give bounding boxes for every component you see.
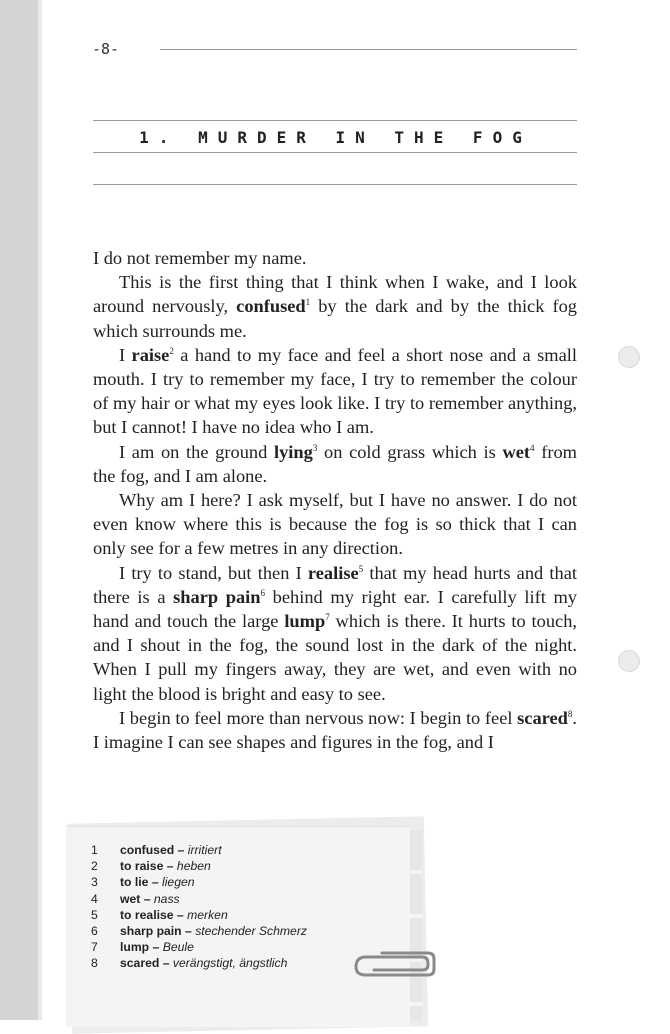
glossary-term: scared xyxy=(120,956,160,971)
page-number: -8- xyxy=(92,40,120,58)
text-run: I try to stand, but then I xyxy=(119,562,308,583)
text-run: from the fog, and I am alone. xyxy=(93,441,577,486)
vocab-word: raise xyxy=(131,344,170,365)
glossary-translation: Beule xyxy=(162,940,194,955)
paragraph xyxy=(93,246,577,270)
vocab-word: lying xyxy=(273,441,313,462)
glossary-entry xyxy=(91,858,411,874)
paragraph xyxy=(93,488,577,561)
page-spine-edge xyxy=(38,0,42,1020)
vocab-word: lump xyxy=(284,611,326,632)
glossary-separator: – xyxy=(173,907,188,922)
vocab-word: confused xyxy=(236,296,306,317)
glossary-entry xyxy=(91,923,411,939)
glossary-term: to lie xyxy=(120,875,149,890)
vocab-word: realise xyxy=(307,562,359,583)
glossary-number: 5 xyxy=(91,907,98,922)
text-run: on cold grass which is xyxy=(317,441,503,462)
glossary-term: sharp pain xyxy=(120,924,182,939)
vocab-word: scared xyxy=(517,707,568,728)
glossary-separator: – xyxy=(149,940,163,955)
text-run: by the dark and by the thick fog which surrounds me. xyxy=(93,296,577,341)
footnote-marker: 6 xyxy=(260,587,266,598)
text-run: I begin to feel more than nervous now: I begin to feel xyxy=(119,707,518,728)
note-torn-edge xyxy=(410,830,422,1020)
glossary-term: lump xyxy=(120,940,150,955)
paragraph xyxy=(93,440,577,488)
header-rule xyxy=(160,49,577,50)
glossary-translation: stechender Schmerz xyxy=(195,924,307,939)
glossary-number: 1 xyxy=(91,843,98,857)
paragraph xyxy=(93,343,577,440)
glossary-separator: – xyxy=(140,891,154,906)
glossary-term: to raise xyxy=(120,859,164,874)
glossary-translation: heben xyxy=(176,859,211,874)
glossary-entry xyxy=(91,907,411,923)
glossary-number: 7 xyxy=(91,940,98,955)
vocab-word: wet xyxy=(502,441,531,462)
paragraph xyxy=(93,706,577,754)
text-run: a hand to my face and feel a short nose and a small mouth. I try to remember my face, I try to remember the colour of my hair or what my eyes look like. I try to remember anything, but I cannot! I have no idea who I am. xyxy=(93,344,577,438)
text-run: Why am I here? I ask myself, but I have no answer. I do not even know where this is because the fog is so thick that I can only see for a few metres in any direction. xyxy=(93,490,577,559)
glossary-number: 2 xyxy=(91,859,98,874)
story-text xyxy=(93,246,577,754)
title-rule-top xyxy=(93,120,577,121)
glossary-number: 8 xyxy=(91,956,98,971)
glossary-separator: – xyxy=(163,859,177,874)
page-spine xyxy=(0,0,38,1020)
glossary-number: 4 xyxy=(91,891,98,906)
footnote-marker: 5 xyxy=(358,563,364,574)
footnote-marker: 4 xyxy=(530,442,535,453)
glossary-term: wet xyxy=(120,891,141,906)
punch-hole-icon xyxy=(618,650,640,672)
vocab-word: sharp pain xyxy=(173,586,261,607)
punch-hole-icon xyxy=(618,346,640,368)
text-run: I do not remember my name. xyxy=(93,248,307,268)
glossary-separator: – xyxy=(181,924,196,939)
glossary-translation: verängstigt, ängstlich xyxy=(172,956,288,971)
footnote-marker: 3 xyxy=(312,442,318,453)
text-run: I xyxy=(119,344,132,365)
chapter-title: 1. MURDER IN THE FOG xyxy=(139,128,532,147)
glossary-entry xyxy=(91,874,411,890)
glossary-entry xyxy=(91,842,411,858)
glossary-term: to realise xyxy=(120,907,174,922)
glossary-number: 3 xyxy=(91,875,98,890)
paragraph xyxy=(93,270,577,343)
glossary-term: confused xyxy=(120,843,175,857)
title-rule-middle xyxy=(93,152,577,153)
glossary-entry xyxy=(91,891,411,907)
title-rule-bottom xyxy=(93,184,577,185)
footnote-marker: 7 xyxy=(325,612,330,623)
glossary-translation: liegen xyxy=(162,875,195,890)
footnote-marker: 2 xyxy=(169,345,174,356)
glossary-separator: – xyxy=(148,875,163,890)
text-run: This is the first thing that I think when I wake, and I look around nervously, xyxy=(93,272,577,317)
glossary-separator: – xyxy=(159,956,173,971)
glossary-separator: – xyxy=(174,843,188,857)
glossary-translation: merken xyxy=(187,907,228,922)
glossary-translation: nass xyxy=(153,891,180,906)
text-run: behind my right ear. I carefully lift my hand and touch the large xyxy=(93,586,577,632)
text-run: which is there. It hurts to touch, and I shout in the fog, the sound lost in the dark of the night. When I pull my fingers away, they are wet, and even with no light the blood is bright and easy to see. xyxy=(93,611,577,704)
footnote-marker: 1 xyxy=(305,297,311,308)
glossary-number: 6 xyxy=(91,924,98,939)
text-run: I am on the ground xyxy=(119,441,274,462)
paragraph xyxy=(93,561,577,706)
glossary-translation: irritiert xyxy=(187,843,222,857)
text-run: . I imagine I can see shapes and figures in the fog, and I xyxy=(93,707,577,753)
footnote-marker: 8 xyxy=(567,708,573,719)
text-run: that my head hurts and that there is a xyxy=(93,562,577,607)
paper-clip-icon xyxy=(352,945,438,981)
